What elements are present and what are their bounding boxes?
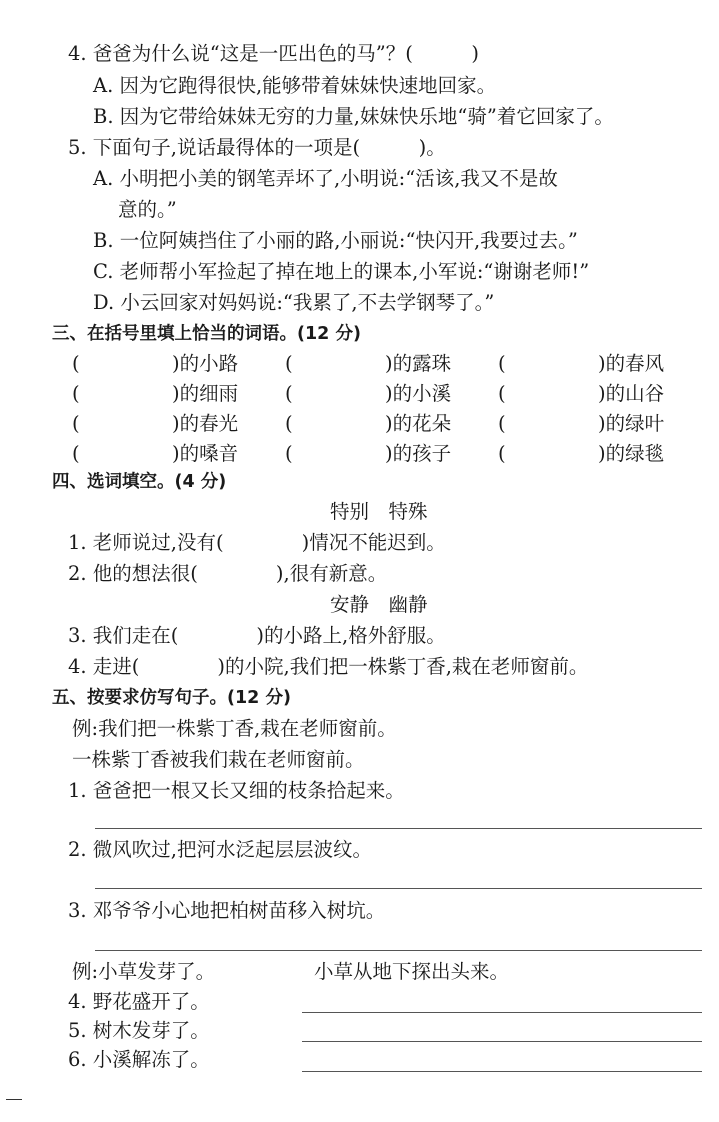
q5-option-a-line1[interactable]: A. 小明把小美的钢笔弄坏了,小明说:“活该,我又不是故	[93, 167, 558, 190]
blank-paren[interactable]: (	[498, 412, 506, 435]
q5-option-c[interactable]: C. 老师帮小军捡起了掉在地上的课本,小军说:“谢谢老师!”	[93, 260, 590, 283]
q5-option-b[interactable]: B. 一位阿姨挡住了小丽的路,小丽说:“快闪开,我要过去。”	[93, 229, 578, 252]
q4-stem: 4. 爸爸为什么说“这是一匹出色的马”？( )	[68, 42, 479, 65]
s5-q4-answer-line[interactable]	[302, 1012, 702, 1013]
s5-q5-answer-line[interactable]	[302, 1041, 702, 1042]
blank-paren[interactable]: (	[285, 442, 293, 465]
blank-paren[interactable]: (	[285, 382, 293, 405]
phrase-cell: )的春光	[172, 412, 239, 435]
s4-q2[interactable]: 2. 他的想法很( ),很有新意。	[68, 562, 388, 585]
phrase-cell: )的花朵	[385, 412, 452, 435]
phrase-cell: )的露珠	[385, 352, 452, 375]
s4-q3[interactable]: 3. 我们走在( )的小路上,格外舒服。	[68, 624, 446, 647]
q5-stem: 5. 下面句子,说话最得体的一项是( )。	[68, 136, 446, 159]
blank-paren[interactable]: (	[498, 442, 506, 465]
blank-paren[interactable]: (	[72, 352, 80, 375]
phrase-cell: )的小路	[172, 352, 239, 375]
word-choices-1: 特别 特殊	[330, 500, 428, 523]
s4-q1[interactable]: 1. 老师说过,没有( )情况不能迟到。	[68, 531, 446, 554]
s5-q6-answer-line[interactable]	[302, 1071, 702, 1072]
phrase-cell: )的细雨	[172, 382, 239, 405]
s5-example2-rewrite: 小草从地下探出头来。	[314, 960, 510, 983]
s5-q6: 6. 小溪解冻了。	[68, 1048, 210, 1071]
phrase-cell: )的山谷	[598, 382, 665, 405]
phrase-cell: )的小溪	[385, 382, 452, 405]
q5-option-a-line2: 意的。”	[118, 198, 177, 221]
s5-q2: 2. 微风吹过,把河水泛起层层波纹。	[68, 838, 373, 861]
s5-example1-original: 例:我们把一株紫丁香,栽在老师窗前。	[72, 717, 397, 740]
s5-example2-original: 例:小草发芽了。	[72, 960, 216, 983]
q5-option-d[interactable]: D. 小云回家对妈妈说:“我累了,不去学钢琴了。”	[93, 291, 495, 314]
blank-paren[interactable]: (	[72, 382, 80, 405]
phrase-cell: )的孩子	[385, 442, 452, 465]
s5-q3-answer-line[interactable]	[95, 950, 702, 951]
blank-paren[interactable]: (	[285, 412, 293, 435]
s5-q1-answer-line[interactable]	[95, 828, 702, 829]
section5-title: 五、按要求仿写句子。(12 分)	[52, 688, 291, 708]
s5-q4: 4. 野花盛开了。	[68, 990, 210, 1013]
blank-paren[interactable]: (	[498, 352, 506, 375]
section3-title: 三、在括号里填上恰当的词语。(12 分)	[52, 324, 361, 344]
phrase-cell: )的绿毯	[598, 442, 665, 465]
s5-example1-rewrite: 一株紫丁香被我们栽在老师窗前。	[72, 748, 365, 771]
phrase-cell: )的春风	[598, 352, 665, 375]
margin-mark	[6, 1099, 22, 1100]
section4-title: 四、选词填空。(4 分)	[52, 472, 227, 492]
q4-option-a[interactable]: A. 因为它跑得很快,能够带着妹妹快速地回家。	[93, 74, 497, 97]
s5-q2-answer-line[interactable]	[95, 888, 702, 889]
s5-q1: 1. 爸爸把一根又长又细的枝条拾起来。	[68, 779, 405, 802]
blank-paren[interactable]: (	[285, 352, 293, 375]
s4-q4[interactable]: 4. 走进( )的小院,我们把一株紫丁香,栽在老师窗前。	[68, 655, 589, 678]
q4-option-b[interactable]: B. 因为它带给妹妹无穷的力量,妹妹快乐地“骑”着它回家了。	[93, 105, 614, 128]
blank-paren[interactable]: (	[72, 412, 80, 435]
phrase-cell: )的嗓音	[172, 442, 239, 465]
word-choices-2: 安静 幽静	[330, 593, 428, 616]
s5-q5: 5. 树木发芽了。	[68, 1019, 210, 1042]
blank-paren[interactable]: (	[498, 382, 506, 405]
blank-paren[interactable]: (	[72, 442, 80, 465]
s5-q3: 3. 邓爷爷小心地把柏树苗移入树坑。	[68, 899, 386, 922]
phrase-cell: )的绿叶	[598, 412, 665, 435]
